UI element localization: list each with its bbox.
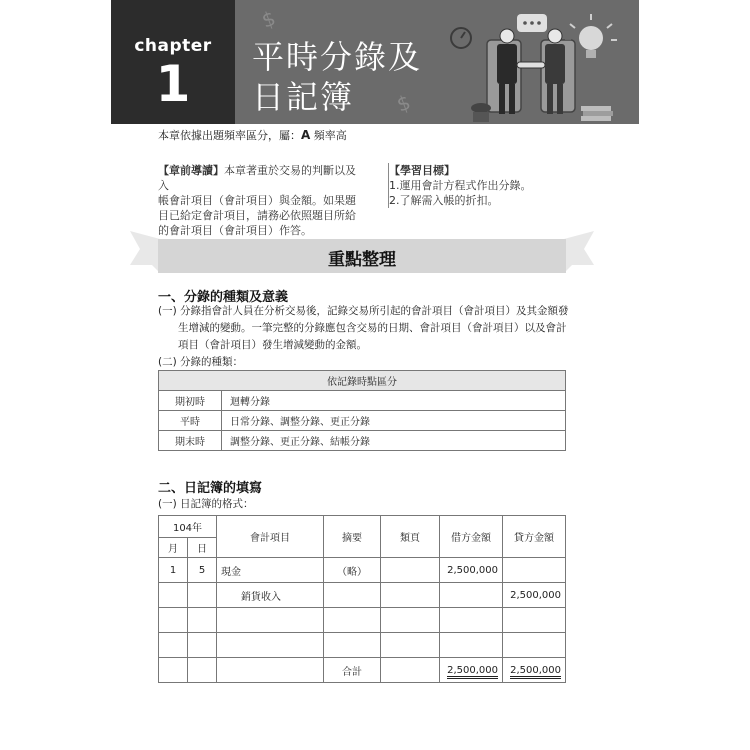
table-cell-period: 期末時 — [159, 431, 222, 451]
journal-col-debit: 借方金額 — [440, 516, 503, 558]
journal-account: 銷貨收入 — [217, 583, 324, 608]
intro-line: 的會計項目（會計項目）作答。 — [158, 224, 312, 237]
table-cell-types: 日常分錄、調整分錄、更正分錄 — [222, 411, 566, 431]
journal-total-debit — [440, 658, 503, 683]
journal-total-row — [159, 658, 566, 683]
frequency-note — [158, 127, 347, 143]
goals-label: 【學習目標】 — [389, 164, 455, 177]
journal-page — [381, 558, 440, 583]
table-header: 依記錄時點區分 — [159, 371, 566, 391]
section1-paragraph — [158, 303, 578, 371]
journal-total-label: 合計 — [324, 658, 381, 683]
journal-row — [159, 583, 566, 608]
banner-title: 重點整理 — [328, 250, 396, 270]
svg-text:$: $ — [393, 89, 414, 117]
table-row — [159, 431, 566, 451]
intro-line: 目已給定會計項目，請務必依照題目所給 — [158, 209, 356, 222]
paragraph-line: 項目（會計項目）發生增減變動的金額。 — [178, 339, 367, 351]
intro-line: 本章著重於交易的判斷以及入 — [158, 164, 356, 192]
chapter-label: chapter — [134, 36, 212, 56]
section-heading: 一、分錄的種類及意義 — [158, 290, 289, 305]
journal-month-label: 月 — [159, 538, 188, 558]
journal-credit — [503, 558, 566, 583]
learning-goals — [388, 163, 589, 208]
journal-account: 現金 — [217, 558, 324, 583]
goal-item: 1.運用會計方程式作出分錄。 — [389, 179, 532, 192]
table-cell-period: 平時 — [159, 411, 222, 431]
svg-text:$: $ — [258, 5, 279, 33]
goal-item: 2.了解需入帳的折扣。 — [389, 194, 499, 207]
frequency-prefix: 本章依據出題頻率區分，屬： — [158, 129, 301, 142]
chapter-number: 1 — [155, 55, 191, 113]
journal-day-label: 日 — [188, 538, 217, 558]
intro-line: 帳會計項目（會計項目）與金額。如果題 — [158, 194, 356, 207]
section2-paragraph: (一) 日記簿的格式： — [158, 498, 254, 510]
journal-table — [158, 515, 566, 683]
chapter-title-line2: 日記簿 — [252, 78, 355, 116]
journal-credit: 2,500,000 — [503, 583, 566, 608]
frequency-suffix: 頻率高 — [310, 129, 347, 142]
journal-day: 5 — [188, 558, 217, 583]
journal-debit: 2,500,000 — [440, 558, 503, 583]
section-heading: 二、日記簿的填寫 — [158, 481, 263, 496]
journal-row — [159, 558, 566, 583]
journal-row — [159, 633, 566, 658]
chapter-title-line1: 平時分錄及 — [252, 38, 423, 76]
journal-desc: （略） — [324, 558, 381, 583]
journal-col-account: 會計項目 — [217, 516, 324, 558]
journal-col-credit: 貸方金額 — [503, 516, 566, 558]
entry-types-table — [158, 370, 566, 451]
chapter-intro — [158, 163, 364, 238]
journal-col-page: 類頁 — [381, 516, 440, 558]
table-cell-types: 迴轉分錄 — [222, 391, 566, 411]
table-row — [159, 391, 566, 411]
table-cell-types: 調整分錄、更正分錄、結帳分錄 — [222, 431, 566, 451]
journal-row — [159, 608, 566, 633]
total-credit-value: 2,500,000 — [510, 665, 561, 679]
paragraph-line: 生增減的變動。一筆完整的分錄應包含交易的日期、會計項目（會計項目）以及會計 — [178, 322, 567, 334]
table-row — [159, 411, 566, 431]
journal-total-credit — [503, 658, 566, 683]
paragraph-line: (一) 分錄指會計人員在分析交易後，記錄交易所引起的會計項目（會計項目）及其金額發 — [158, 305, 569, 317]
journal-year: 104年 — [159, 516, 217, 538]
intro-label: 【章前導讀】 — [158, 164, 224, 177]
journal-month: 1 — [159, 558, 188, 583]
table-cell-period: 期初時 — [159, 391, 222, 411]
paragraph-line: (二) 分錄的種類： — [158, 356, 244, 368]
journal-col-desc: 摘要 — [324, 516, 381, 558]
total-debit-value: 2,500,000 — [447, 665, 498, 679]
frequency-grade: A — [301, 128, 311, 142]
